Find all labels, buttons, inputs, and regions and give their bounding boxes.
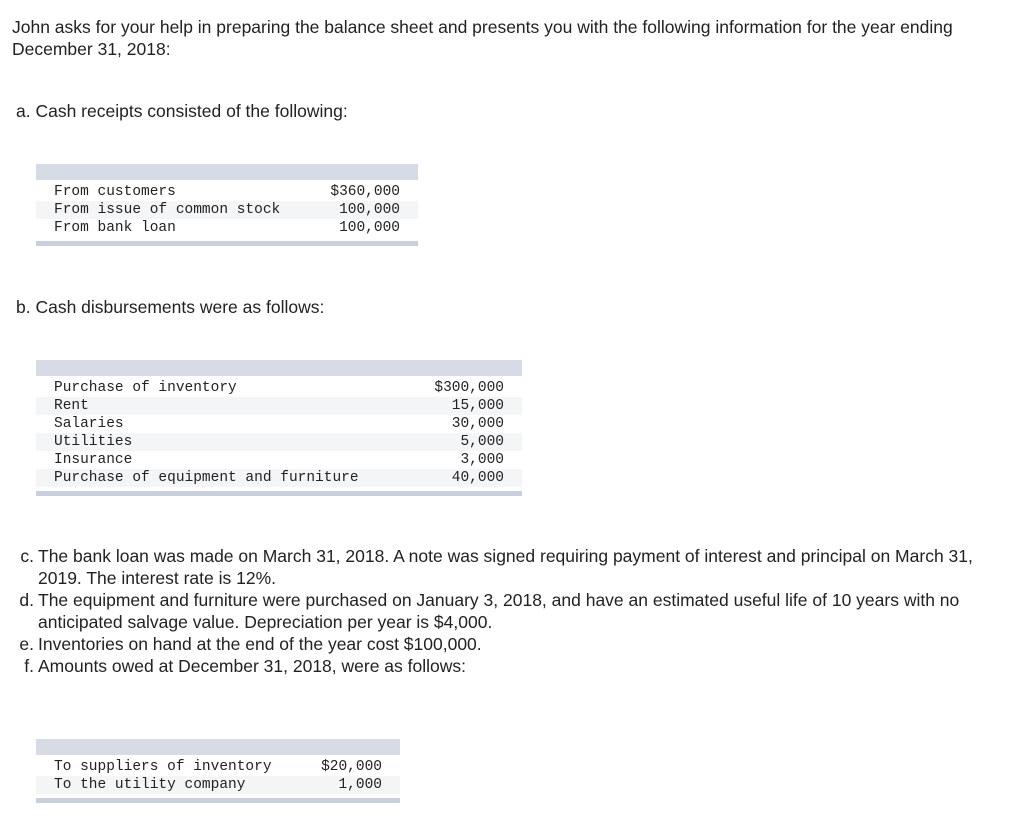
section-b-label: b. Cash disbursements were as follows: xyxy=(16,297,325,317)
list-item-marker: e. xyxy=(19,634,34,654)
list-item-text: The equipment and furniture were purchased on January 3, 2018, and have an estimated useful life of 10 years with no anticipated salvage value. Depreciation per year is $4,000. xyxy=(38,590,960,632)
list-item-text: Inventories on hand at the end of the year cost $100,000. xyxy=(38,634,482,654)
additional-info-list xyxy=(14,545,1014,677)
row-amount: $300,000 xyxy=(434,380,504,396)
table-header-bar xyxy=(36,360,522,376)
table-row xyxy=(36,183,418,201)
row-description: From issue of common stock xyxy=(54,202,281,218)
list-item xyxy=(14,655,1014,677)
row-amount: 40,000 xyxy=(451,470,504,486)
row-description: Purchase of inventory xyxy=(54,380,237,396)
row-amount: 100,000 xyxy=(339,202,400,218)
table-row xyxy=(36,219,418,237)
table-footer-bar xyxy=(36,241,418,246)
table-header-bar xyxy=(36,739,400,755)
row-description: Salaries xyxy=(54,416,124,432)
row-amount: 5,000 xyxy=(460,434,504,450)
row-amount: $20,000 xyxy=(321,759,382,775)
cash-disbursements-table xyxy=(36,360,522,496)
row-amount: 100,000 xyxy=(339,220,400,236)
row-amount: $360,000 xyxy=(330,184,400,200)
section-a-label: a. Cash receipts consisted of the following: xyxy=(16,101,348,121)
list-item-marker: c. xyxy=(20,546,34,566)
row-description: To the utility company xyxy=(54,777,246,793)
list-item-marker: d. xyxy=(19,590,34,610)
list-item-marker: f. xyxy=(24,656,34,676)
row-amount: 15,000 xyxy=(451,398,504,414)
row-description: Insurance xyxy=(54,452,133,468)
cash-receipts-table xyxy=(36,164,418,246)
table-row xyxy=(36,379,522,397)
amounts-owed-table xyxy=(36,739,400,803)
table-row xyxy=(36,397,522,415)
table-footer-bar xyxy=(36,798,400,803)
row-amount: 3,000 xyxy=(460,452,504,468)
row-description: To suppliers of inventory xyxy=(54,759,272,775)
list-item-text: Amounts owed at December 31, 2018, were as follows: xyxy=(38,656,466,676)
row-amount: 1,000 xyxy=(338,777,382,793)
row-description: From customers xyxy=(54,184,176,200)
list-item-text: The bank loan was made on March 31, 2018. A note was signed requiring payment of interest and principal on March 31, 2019. The interest rate is 12%. xyxy=(38,546,973,588)
list-item xyxy=(14,589,1014,633)
table-row xyxy=(36,776,400,794)
table-row xyxy=(36,415,522,433)
list-item xyxy=(14,545,1014,589)
list-item xyxy=(14,633,1014,655)
table-row xyxy=(36,451,522,469)
row-description: From bank loan xyxy=(54,220,176,236)
table-row xyxy=(36,433,522,451)
table-row xyxy=(36,201,418,219)
row-amount: 30,000 xyxy=(451,416,504,432)
table-row xyxy=(36,469,522,487)
row-description: Rent xyxy=(54,398,89,414)
table-header-bar xyxy=(36,164,418,180)
table-row xyxy=(36,758,400,776)
row-description: Purchase of equipment and furniture xyxy=(54,470,359,486)
row-description: Utilities xyxy=(54,434,133,450)
intro-paragraph: John asks for your help in preparing the balance sheet and presents you with the following information for the year ending December 31, 2018: xyxy=(12,17,953,59)
table-footer-bar xyxy=(36,491,522,496)
